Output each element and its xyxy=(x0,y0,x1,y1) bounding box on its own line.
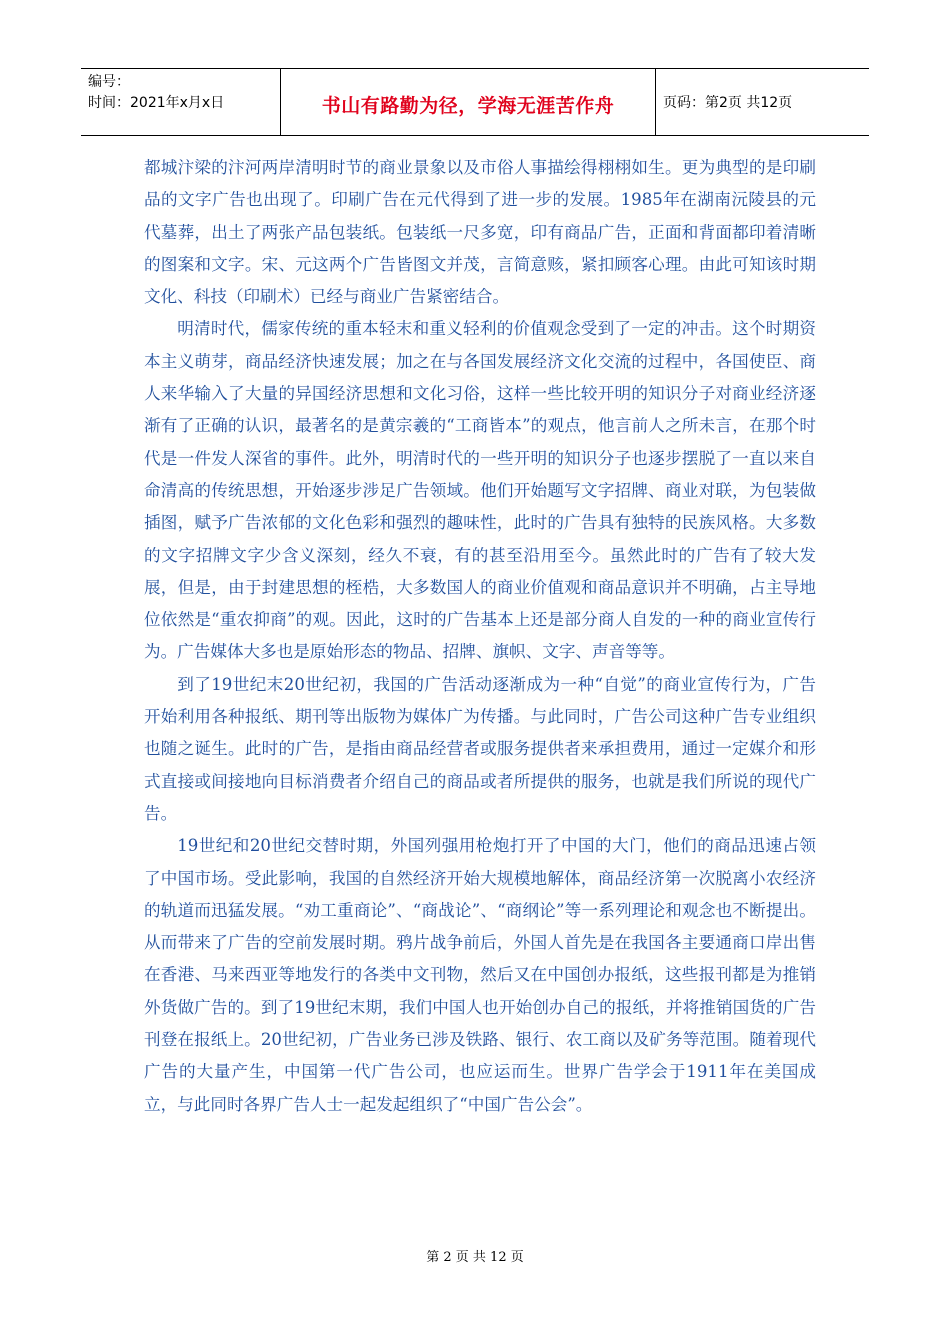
document-body xyxy=(144,152,816,1121)
document-number-label: 编号： xyxy=(88,74,130,90)
page-footer: 第 2 页 共 12 页 xyxy=(426,1250,524,1265)
paragraph-1: 都城汴梁的汴河两岸清明时节的商业景象以及市俗人事描绘得栩栩如生。更为典型的是印刷品的文字广告也出现了。印刷广告在元代得到了进一步的发展。1985年在湖南沅陵县的元代墓葬，出土了两张产品包装纸。包装纸一尺多宽，印有商品广告，正面和背面都印着清晰的图案和文字。宋、元这两个广告皆图文并茂，言简意赅，紧扣顾客心理。由此可知该时期文化、科技（印刷术）已经与商业广告紧密结合。 xyxy=(144,158,816,307)
paragraph-2: 明清时代，儒家传统的重本轻末和重义轻利的价值观念受到了一定的冲击。这个时期资本主义萌芽，商品经济快速发展；加之在与各国发展经济文化交流的过程中，各国使臣、商人来华输入了大量的异国经济思想和文化习俗，这样一些比较开明的知识分子对商业经济逐渐有了正确的认识，最著名的是黄宗羲的“工商皆本”的观点，他言前人之所未言，在那个时代是一件发人深省的事件。此外，明清时代的一些开明的知识分子也逐步摆脱了一直以来自命清高的传统思想，开始逐步涉足广告领域。他们开始题写文字招牌、商业对联，为包装做插图，赋予广告浓郁的文化色彩和强烈的趣味性，此时的广告具有独特的民族风格。大多数的文字招牌文字少含义深刻，经久不衰，有的甚至沿用至今。虽然此时的广告有了较大发展，但是，由于封建思想的桎梏，大多数国人的商业价值观和商品意识并不明确，占主导地位依然是“重农抑商”的观。因此，这时的广告基本上还是部分商人自发的一种的商业宣传行为。广告媒体大多也是原始形态的物品、招牌、旗帜、文字、声音等等。 xyxy=(144,319,816,662)
header-meta-cell xyxy=(81,69,281,135)
header-motto: 书山有路勤为径，学海无涯苦作舟 xyxy=(281,69,656,135)
paragraph-3: 到了19世纪末20世纪初，我国的广告活动逐渐成为一种“自觉”的商业宣传行为，广告开始利用各种报纸、期刊等出版物为媒体广为传播。与此同时，广告公司这种广告专业组织也随之诞生。此时的广告，是指由商品经营者或服务提供者来承担费用，通过一定媒介和形式直接或间接地向目标消费者介绍自己的商品或者所提供的服务，也就是我们所说的现代广告。 xyxy=(144,674,816,823)
document-time-label: 时间：2021年x月x日 xyxy=(88,95,225,111)
page-header xyxy=(81,68,869,136)
paragraph-4: 19世纪和20世纪交替时期，外国列强用枪炮打开了中国的大门，他们的商品迅速占领了中国市场。受此影响，我国的自然经济开始大规模地解体，商品经济第一次脱离小农经济的轨道而迅猛发展。“劝工重商论”、“商战论”、“商纲论”等一系列理论和观念也不断提出。从而带来了广告的空前发展时期。鸦片战争前后，外国人首先是在我国各主要通商口岸出售在香港、马来西亚等地发行的各类中文刊物，然后又在中国创办报纸，这些报刊都是为推销外货做广告的。到了19世纪末期，我们中国人也开始创办自己的报纸，并将推销国货的广告刊登在报纸上。20世纪初，广告业务已涉及铁路、银行、农工商以及矿务等范围。随着现代广告的大量产生，中国第一代广告公司，也应运而生。世界广告学会于1911年在美国成立，与此同时各界广告人士一起发起组织了“中国广告公会”。 xyxy=(144,836,816,1114)
header-page-number: 页码：第2页 共12页 xyxy=(663,95,793,111)
